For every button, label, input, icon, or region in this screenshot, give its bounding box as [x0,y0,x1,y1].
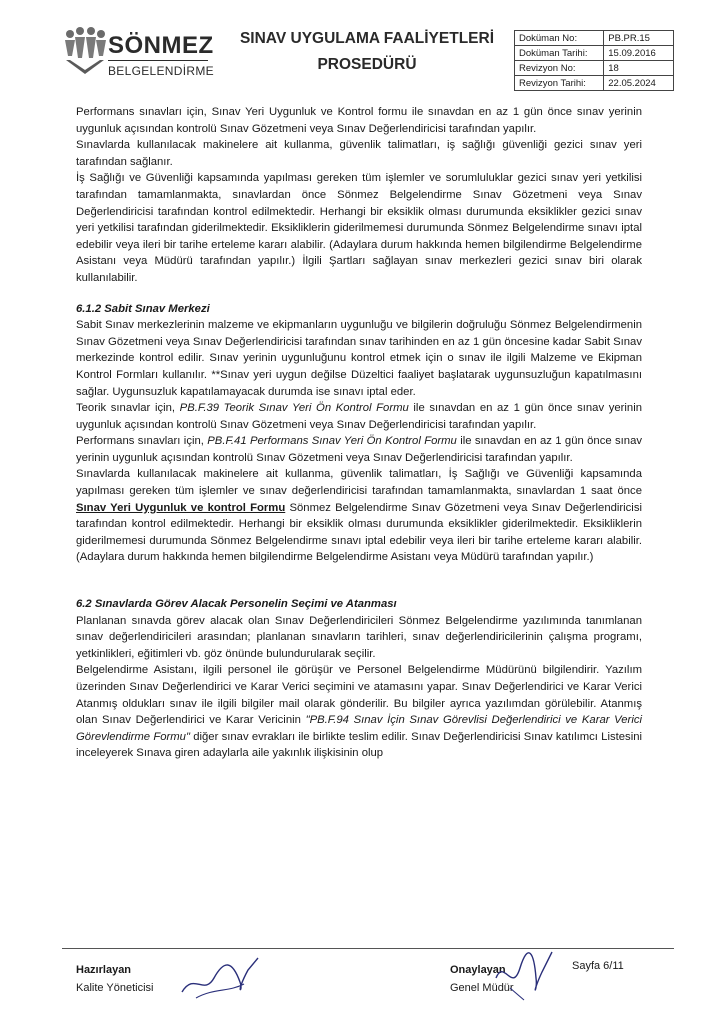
paragraph-ohs: İş Sağlığı ve Güvenliği kapsamında yapılması gereken tüm işlemler ve sorumluluklar gezici sınav yeri yetkilisi tarafından tamamlanmakta, sınavlardan önce Sönmez Belgelendirme Sınav Gözetmeni veya Sınav Değerlendiricisi tarafından kontrol edilmektedir. Herhangi bir eksiklik olması durumunda eksiklikler gezici sınav yeri yetkilisi tarafından giderilmektedir. Eksikliklerin giderilmemesi durumunda Sönmez Belgelendirme sınavı iptal edebilir veya ileri bir tarihe erteleme kararı alabilir. (Adaylara durum hakkında hemen bilgilendirme Belgelendirme Asistanı veya Müdürü tarafından yapılır.) İlgili Şartları sağlayan sınav merkezleri gezici sınav biri olarak kullanılabilir. [76,172,642,284]
text-run: Performans sınavları için, [76,435,208,448]
paragraph-machines-safety: Sınavlarda kullanılacak makinelere ait kullanma, güvenlik talimatları, iş sağlığı güvenliği gezici sınav yeri tarafından sağlanır. [76,139,642,168]
logo-figures-icon [62,26,108,76]
title-line-1: SINAV UYGULAMA FAALİYETLERİ [239,30,495,47]
text-run: diğer sınav evrakları ile birlikte teslim edilir. Sınav Değerlendiricisi Sınav katılımcı Listesini inceleyerek Sınava giren adaylarla aile yakınlık ilişkisinin olup [76,730,642,760]
footer-divider [62,948,674,949]
paragraph-performance-forms [76,433,642,466]
text-run: Teorik sınavlar için, [76,402,180,415]
text-run: Sınavlarda kullanılacak makinelere ait kullanma, güvenlik talimatları, İş Sağlığı ve Güvenliği kapsamında yapılması gereken tüm işlemler ve sınav değerlendiricisi tarafından tamamlanmakta, sınavlardan 1 saat önce [76,468,642,498]
paragraph-machines-control [76,466,642,566]
text-run: Sönmez Belgelendirme Sınav Gözetmeni veya Sınav Değerlendiricisi tarafından kontrol edilmektedir. Herhangi bir eksiklik olması durumunda eksiklikler giderilmektedir. Eksikliklerin giderilmemesi durumunda Sönmez Belgelendirme sınavı iptal edebilir veya ileri bir tarihe erteleme kararı alabilir. (Adaylara durum hakkında hemen bilgilendirme Belgelendirme Asistanı veya Müdürü tarafından yapılır.) [76,501,642,564]
document-body [76,104,642,762]
meta-row [515,61,674,76]
meta-row [515,46,674,61]
paragraph-assignment [76,662,642,762]
document-header [62,22,674,100]
document-title [222,26,512,78]
paragraph-performance-exams: Performans sınavları için, Sınav Yeri Uygunluk ve Kontrol formu ile sınavdan en az 1 gün önce sınav yerinin uygunluk açısından kontrolü Sınav Gözetmeni veya Sınav Değerlendiricisi tarafından yapılır. [76,106,642,135]
section-heading-6-1-2: 6.1.2 Sabit Sınav Merkezi [76,302,210,315]
form-reference: PB.F.41 Performans Sınav Yeri Ön Kontrol Formu [207,435,457,448]
document-footer [62,948,674,1008]
prepared-by-role: Kalite Yöneticisi [76,982,154,994]
meta-value: PB.PR.15 [604,31,674,46]
logo-subtitle: BELGELENDİRME [108,64,214,78]
paragraph-fixed-centers: Sabit Sınav merkezlerinin malzeme ve ekipmanların uygunluğu ve bilgilerin doğruluğu Sönmez Belgelendirmenin Sınav Gözetmeni veya Sınav Değerlendiricisi tarafından sınav tarihinden en az 1 gün öncesine kadar Sabit Sınav merkezinde kontrol edilir. Sınav yerinin uygunluğunu kontrol etmek için o sınav ile ilgili Malzeme ve Ekipman Kontrol Formları kullanılır. **Sınav yeri uygun değilse Düzeltici faaliyet başlatarak uygunsuzluğun kapatılmasını sağlar. Uygunsuzluk kapatılamayacak durumda ise sınavı iptal eder. [76,319,642,398]
logo-divider [108,60,208,61]
text-run: ile sınavdan en az 1 gün önce sınav yerinin uygunluk açısından kontrolü Sınav Gözetmeni veya Sınav Değerlendiricisi tarafından yapılır. [76,402,642,431]
text-run: ile sınavdan en az 1 gün önce sınav yerinin uygunluk açısından kontrolü Sınav Gözetmeni veya Sınav Değerlendiricisi tarafından yapılır. [76,435,642,464]
meta-key: Revizyon No: [515,61,604,76]
text-run: Belgelendirme Asistanı, ilgili personel ile görüşür ve Personel Belgelendirme Müdürünü bilgilendirir. Yazılım üzerinden Sınav Değerlendirici ve Karar Verici seçimini ve atamasını yapar. Sınav Değerlendirici ve Karar Verici Atanmış oldukları sınav ile ilgili bilgiler mail olarak gönderilir. Bu bilgiler ayrıca yazılımdan görülebilir. Atanmış olan Sınav Değerlendirici ve Karar Vericinin [76,664,642,727]
approver-signature-icon [490,948,560,1004]
meta-key: Doküman No: [515,31,604,46]
meta-value: 18 [604,61,674,76]
meta-row [515,76,674,91]
page-number: Sayfa 6/11 [572,960,624,972]
meta-row [515,31,674,46]
meta-value: 15.09.2016 [604,46,674,61]
paragraph-evaluator-selection: Planlanan sınavda görev alacak olan Sınav Değerlendiricileri Sönmez Belgelendirme yazılımında tanımlanan sınav değerlendiricileri arasından; planlanan sınavların tarihleri, sınav değerlendiricilerinin çalışma programı, yetkinlikleri, eğitimleri vb. göz önünde bulundurularak seçilir. [76,614,642,660]
section-heading-6-2: 6.2 Sınavlarda Görev Alacak Personelin Seçimi ve Atanması [76,598,397,611]
form-reference: PB.F.39 Teorik Sınav Yeri Ön Kontrol Formu [179,402,409,415]
document-meta-table [514,30,674,91]
approved-by-title: Onaylayan [450,964,506,976]
preparer-signature-icon [174,952,264,1004]
approved-by-role: Genel Müdür [450,982,514,994]
company-logo [62,22,214,100]
meta-key: Revizyon Tarihi: [515,76,604,91]
meta-key: Doküman Tarihi: [515,46,604,61]
form-reference: Sınav Yeri Uygunluk ve kontrol Formu [76,501,286,514]
prepared-by-title: Hazırlayan [76,964,132,976]
meta-value: 22.05.2024 [604,76,674,91]
logo-wordmark: SÖNMEZ [108,32,214,59]
paragraph-theory-exams [76,400,642,433]
title-line-2: PROSEDÜRÜ [317,56,417,73]
form-reference: "PB.F.94 Sınav İçin Sınav Görevlisi Değerlendirici ve Karar Verici Görevlendirme Formu" [76,714,642,743]
